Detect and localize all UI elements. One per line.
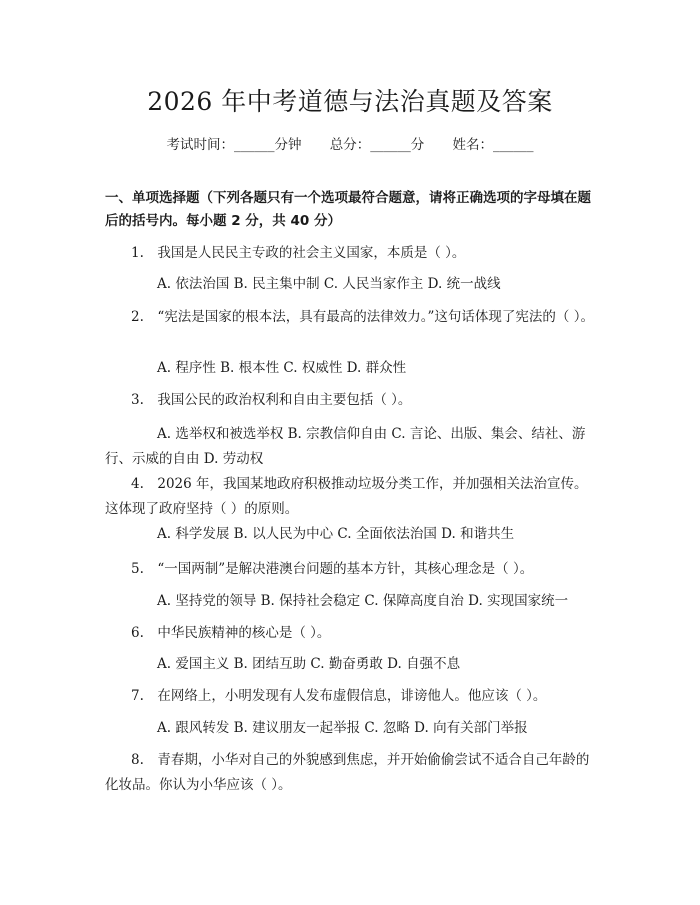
exam-meta xyxy=(0,133,700,153)
exam-time: 考试时间：______分钟 xyxy=(166,137,302,153)
student-name: 姓名：______ xyxy=(452,137,534,153)
question-stem: 7. 在网络上，小明发现有人发布虚假信息，诽谤他人。他应该（ ）。 xyxy=(131,688,547,704)
question-options: A. 跟风转发 B. 建议朋友一起举报 C. 忽略 D. 向有关部门举报 xyxy=(157,720,528,736)
question-options: A. 科学发展 B. 以人民为中心 C. 全面依法治国 D. 和谐共生 xyxy=(157,526,515,542)
question-options: A. 依法治国 B. 民主集中制 C. 人民当家作主 D. 统一战线 xyxy=(157,276,501,292)
question-stem: 1. 我国是人民民主专政的社会主义国家，本质是（ ）。 xyxy=(131,245,466,261)
question-stem: 2. “宪法是国家的根本法，具有最高的法律效力。”这句话体现了宪法的（ ）。 xyxy=(131,309,594,325)
question-stem: 8. 青春期，小华对自己的外貌感到焦虑，并开始偷偷尝试不适合自己年龄的化妆品。你认为小华应该（ ）。 xyxy=(105,752,590,793)
question-stem: 3. 我国公民的政治权利和自由主要包括（ ）。 xyxy=(131,392,412,408)
question-stem: 6. 中华民族精神的核心是（ ）。 xyxy=(131,625,331,641)
question-options: A. 选举权和被选举权 B. 宗教信仰自由 C. 言论、出版、集会、结社、游行、示威的自由 D. 劳动权 xyxy=(105,426,586,467)
total-score: 总分：______分 xyxy=(329,137,425,153)
question-options: A. 程序性 B. 根本性 C. 权威性 D. 群众性 xyxy=(157,360,407,376)
question-stem: 4. 2026 年，我国某地政府积极推动垃圾分类工作，并加强相关法治宣传。这体现了政府坚持（ ）的原则。 xyxy=(105,476,588,517)
page-title: 2026 年中考道德与法治真题及答案 xyxy=(147,87,553,116)
question-stem: 5. “一国两制”是解决港澳台问题的基本方针，其核心理念是（ ）。 xyxy=(131,561,534,577)
question-options: A. 坚持党的领导 B. 保持社会稳定 C. 保障高度自治 D. 实现国家统一 xyxy=(157,593,569,609)
question-options: A. 爱国主义 B. 团结互助 C. 勤奋勇敢 D. 自强不息 xyxy=(157,656,461,672)
section-heading: 一、单项选择题（下列各题只有一个选项最符合题意，请将正确选项的字母填在题后的括号内。每小题 2 分，共 40 分） xyxy=(105,190,591,229)
